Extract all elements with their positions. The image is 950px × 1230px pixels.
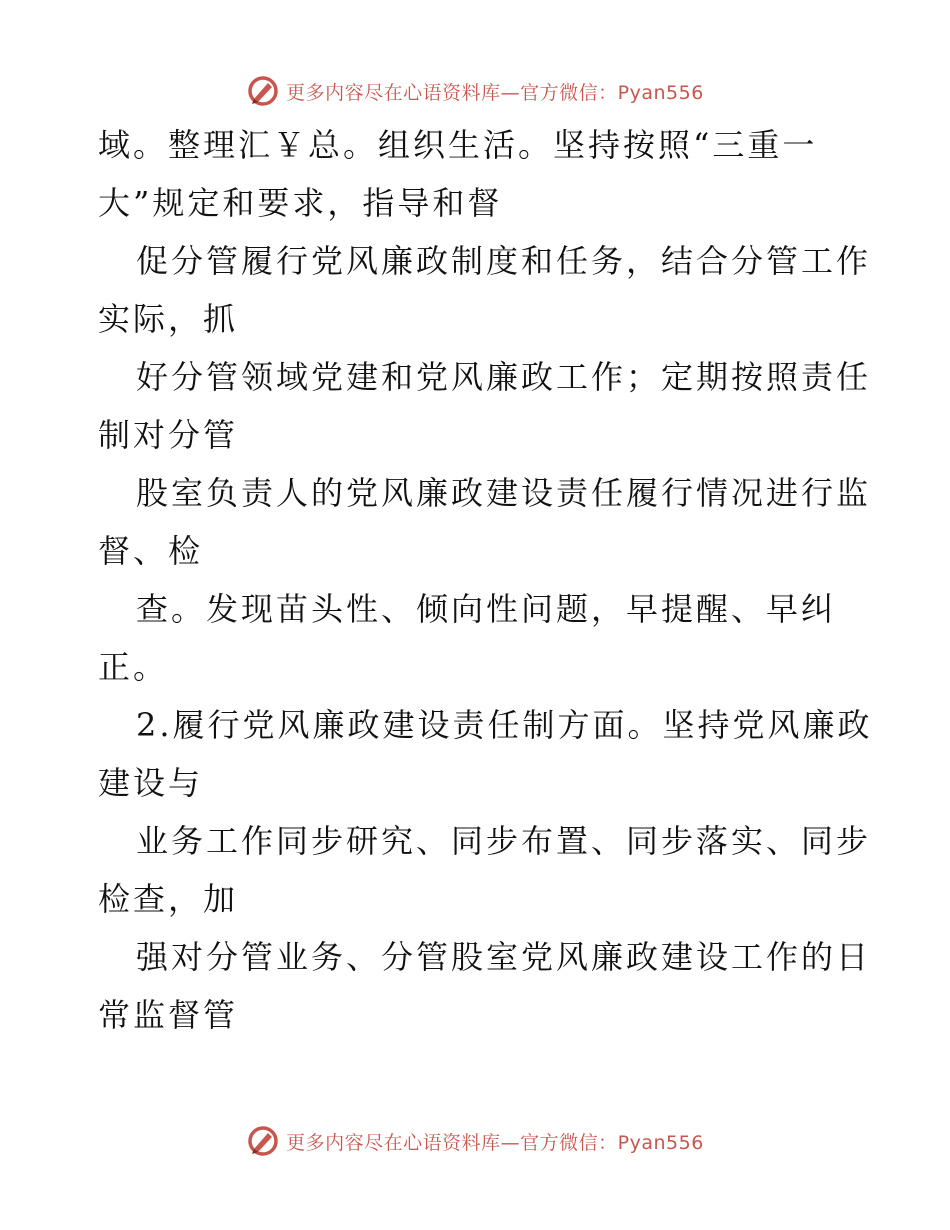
text-line-6: 制对分管 — [98, 416, 239, 454]
text-line-2: 大”规定和要求，指导和督 — [98, 184, 503, 222]
text-line-9: 查。发现苗头性、倾向性问题，早提醒、早纠 — [136, 590, 837, 628]
text-line-7: 股室负责人的党风廉政建设责任履行情况进行监 — [136, 474, 872, 512]
footer-watermark-text: 更多内容尽在心语资料库—官方微信：Pyan556 — [286, 1131, 704, 1154]
text-line-15: 强对分管业务、分管股室党风廉政建设工作的日 — [136, 938, 872, 976]
text-line-14: 检查，加 — [98, 880, 239, 918]
text-line-11: 2.履行党风廉政建设责任制方面。坚持党风廉政 — [136, 706, 873, 744]
text-line-10: 正。 — [98, 648, 169, 686]
text-line-16: 常监督管 — [98, 996, 239, 1034]
text-line-4: 实际，抓 — [98, 300, 239, 338]
text-line-5: 好分管领域党建和党风廉政工作；定期按照责任 — [136, 358, 872, 396]
text-line-12: 建设与 — [98, 764, 204, 802]
text-line-1: 域。整理汇￥总。组织生活。坚持按照“三重一 — [98, 126, 818, 164]
header-watermark — [0, 71, 950, 111]
document-body — [98, 116, 873, 1044]
header-watermark-text: 更多内容尽在心语资料库—官方微信：Pyan556 — [286, 81, 704, 104]
pen-circle-logo-icon — [246, 74, 280, 108]
text-line-13: 业务工作同步研究、同步布置、同步落实、同步 — [136, 822, 872, 860]
text-line-3: 促分管履行党风廉政制度和任务，结合分管工作 — [136, 242, 872, 280]
footer-watermark — [0, 1121, 950, 1161]
text-line-8: 督、检 — [98, 532, 204, 570]
pen-circle-logo-icon — [246, 1124, 280, 1158]
